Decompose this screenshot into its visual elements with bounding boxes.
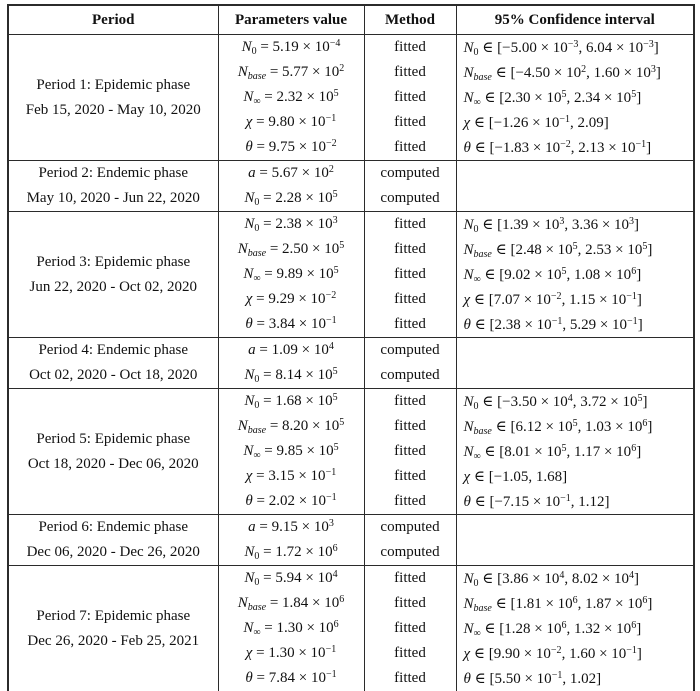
period-cell [8,212,218,338]
table-row [8,212,694,238]
method: fitted [364,212,456,238]
confidence-interval: χ ∈ [$-1.26 \times 10^{-1}$, 2.09] [456,110,694,135]
method: computed [364,338,456,364]
parameter-value: $a = 5.67 \times 10^2$ [218,161,364,187]
parameter-value: $N_{base} = 1.84 \times 10^6$ [218,591,364,616]
col-header-parameters-value: Parameters value [218,5,364,35]
parameter-value: $\theta = 9.75 \times 10^{-2}$ [218,135,364,161]
confidence-interval: $N_{base}$ ∈ [$1.81 \times 10^6$, $1.87 \times 10^6$] [456,591,694,616]
parameter-value: $a = 1.09 \times 10^4$ [218,338,364,364]
method: fitted [364,35,456,61]
parameter-value: $N_{base} = 8.20 \times 10^5$ [218,414,364,439]
method: computed [364,515,456,541]
confidence-interval: $N_\infty$ ∈ [$2.30 \times 10^5$, $2.34 \times 10^5$] [456,85,694,110]
method: fitted [364,439,456,464]
confidence-interval: χ ∈ [−1.05, 1.68] [456,464,694,489]
parameter-value: $a = 9.15 \times 10^3$ [218,515,364,541]
confidence-interval [456,515,694,541]
method: fitted [364,110,456,135]
confidence-interval: θ ∈ [$5.50 \times 10^{-1}$, 1.02] [456,666,694,691]
method: computed [364,540,456,566]
table-header [8,5,694,35]
period-title: Period 5: Epidemic phase [36,430,191,447]
method: fitted [364,60,456,85]
period-cell [8,161,218,212]
confidence-interval: χ ∈ [$9.90 \times 10^{-2}$, $1.60 \times 10^{-1}$] [456,641,694,666]
parameter-value: $\chi = 9.80 \times 10^{-1}$ [218,110,364,135]
parameters-table [7,4,695,691]
parameter-value: $N_\infty = 2.32 \times 10^5$ [218,85,364,110]
confidence-interval: $N_{base}$ ∈ [$2.48 \times 10^5$, $2.53 \times 10^5$] [456,237,694,262]
confidence-interval: χ ∈ [$7.07 \times 10^{-2}$, $1.15 \times 10^{-1}$] [456,287,694,312]
parameter-value: $N_\infty = 9.85 \times 10^5$ [218,439,364,464]
period-dates: Dec 06, 2020 - Dec 26, 2020 [26,544,200,560]
method: fitted [364,464,456,489]
table-row [8,338,694,364]
method: fitted [364,489,456,515]
method: fitted [364,616,456,641]
period-title: Period 3: Epidemic phase [36,253,191,270]
parameter-value: $N_0 = 5.94 \times 10^4$ [218,566,364,592]
parameter-value: $N_0 = 5.19 \times 10^{-4}$ [218,35,364,61]
confidence-interval: θ ∈ [$-1.83 \times 10^{-2}$, $2.13 \times 10^{-1}$] [456,135,694,161]
method: fitted [364,566,456,592]
confidence-interval [456,161,694,187]
method: fitted [364,312,456,338]
period-dates: Dec 26, 2020 - Feb 25, 2021 [27,632,200,649]
col-header-period: Period [8,5,218,35]
parameter-value: $\chi = 3.15 \times 10^{-1}$ [218,464,364,489]
period-dates: May 10, 2020 - Jun 22, 2020 [26,190,200,206]
method: computed [364,161,456,187]
parameter-value: $N_0 = 2.28 \times 10^5$ [218,186,364,212]
parameter-value: $N_\infty = 9.89 \times 10^5$ [218,262,364,287]
period-dates: Oct 18, 2020 - Dec 06, 2020 [27,455,199,472]
period-title: Period 1: Epidemic phase [36,76,191,93]
parameter-value: $\chi = 1.30 \times 10^{-1}$ [218,641,364,666]
method: fitted [364,641,456,666]
parameter-value: $N_{base} = 2.50 \times 10^5$ [218,237,364,262]
method: fitted [364,666,456,691]
col-header-method: Method [364,5,456,35]
confidence-interval: $N_\infty$ ∈ [$1.28 \times 10^6$, $1.32 \times 10^6$] [456,616,694,641]
method: fitted [364,237,456,262]
col-header-confidence-interval: 95% Confidence interval [456,5,694,35]
period-cell [8,338,218,389]
confidence-interval [456,338,694,364]
confidence-interval: $N_0$ ∈ [$1.39 \times 10^3$, $3.36 \times 10^3$] [456,212,694,238]
confidence-interval: θ ∈ [$-7.15 \times 10^{-1}$, 1.12] [456,489,694,515]
parameter-value: $\theta = 3.84 \times 10^{-1}$ [218,312,364,338]
parameter-value: $N_\infty = 1.30 \times 10^6$ [218,616,364,641]
parameter-value: $\theta = 7.84 \times 10^{-1}$ [218,666,364,691]
confidence-interval: $N_0$ ∈ [$-5.00 \times 10^{-3}$, $6.04 \times 10^{-3}$] [456,35,694,61]
parameter-value: $N_0 = 1.72 \times 10^6$ [218,540,364,566]
period-title: Period 2: Endemic phase [38,165,189,181]
table-row [8,161,694,187]
confidence-interval: $N_0$ ∈ [$-3.50 \times 10^4$, $3.72 \times 10^5$] [456,389,694,415]
confidence-interval: $N_0$ ∈ [$3.86 \times 10^4$, $8.02 \times 10^4$] [456,566,694,592]
method: fitted [364,135,456,161]
period-cell [8,515,218,566]
period-cell [8,566,218,691]
period-title: Period 7: Epidemic phase [36,607,191,624]
confidence-interval: $N_{base}$ ∈ [$6.12 \times 10^5$, $1.03 \times 10^6$] [456,414,694,439]
confidence-interval [456,186,694,212]
period-cell [8,35,218,161]
confidence-interval: $N_\infty$ ∈ [$8.01 \times 10^5$, $1.17 \times 10^6$] [456,439,694,464]
method: fitted [364,85,456,110]
confidence-interval: θ ∈ [$2.38 \times 10^{-1}$, $5.29 \times 10^{-1}$] [456,312,694,338]
period-dates: Oct 02, 2020 - Oct 18, 2020 [29,367,198,383]
period-title: Period 4: Endemic phase [38,342,189,358]
period-dates: Jun 22, 2020 - Oct 02, 2020 [29,278,197,295]
parameter-value: $N_0 = 1.68 \times 10^5$ [218,389,364,415]
confidence-interval: $N_\infty$ ∈ [$9.02 \times 10^5$, $1.08 \times 10^6$] [456,262,694,287]
method: computed [364,186,456,212]
table-row [8,35,694,61]
method: computed [364,363,456,389]
method: fitted [364,389,456,415]
header-row [8,5,694,35]
method: fitted [364,262,456,287]
method: fitted [364,414,456,439]
parameter-value: $N_{base} = 5.77 \times 10^2$ [218,60,364,85]
confidence-interval [456,363,694,389]
table-row [8,389,694,415]
table-row [8,515,694,541]
parameter-value: $N_0 = 8.14 \times 10^5$ [218,363,364,389]
parameter-value: $\chi = 9.29 \times 10^{-2}$ [218,287,364,312]
table-body [8,35,694,691]
parameter-value: $N_0 = 2.38 \times 10^3$ [218,212,364,238]
period-title: Period 6: Endemic phase [38,519,189,535]
parameter-value: $\theta = 2.02 \times 10^{-1}$ [218,489,364,515]
method: fitted [364,591,456,616]
period-cell [8,389,218,515]
table-row [8,566,694,592]
confidence-interval: $N_{base}$ ∈ [$-4.50 \times 10^2$, $1.60 \times 10^3$] [456,60,694,85]
method: fitted [364,287,456,312]
confidence-interval [456,540,694,566]
period-dates: Feb 15, 2020 - May 10, 2020 [25,101,201,118]
